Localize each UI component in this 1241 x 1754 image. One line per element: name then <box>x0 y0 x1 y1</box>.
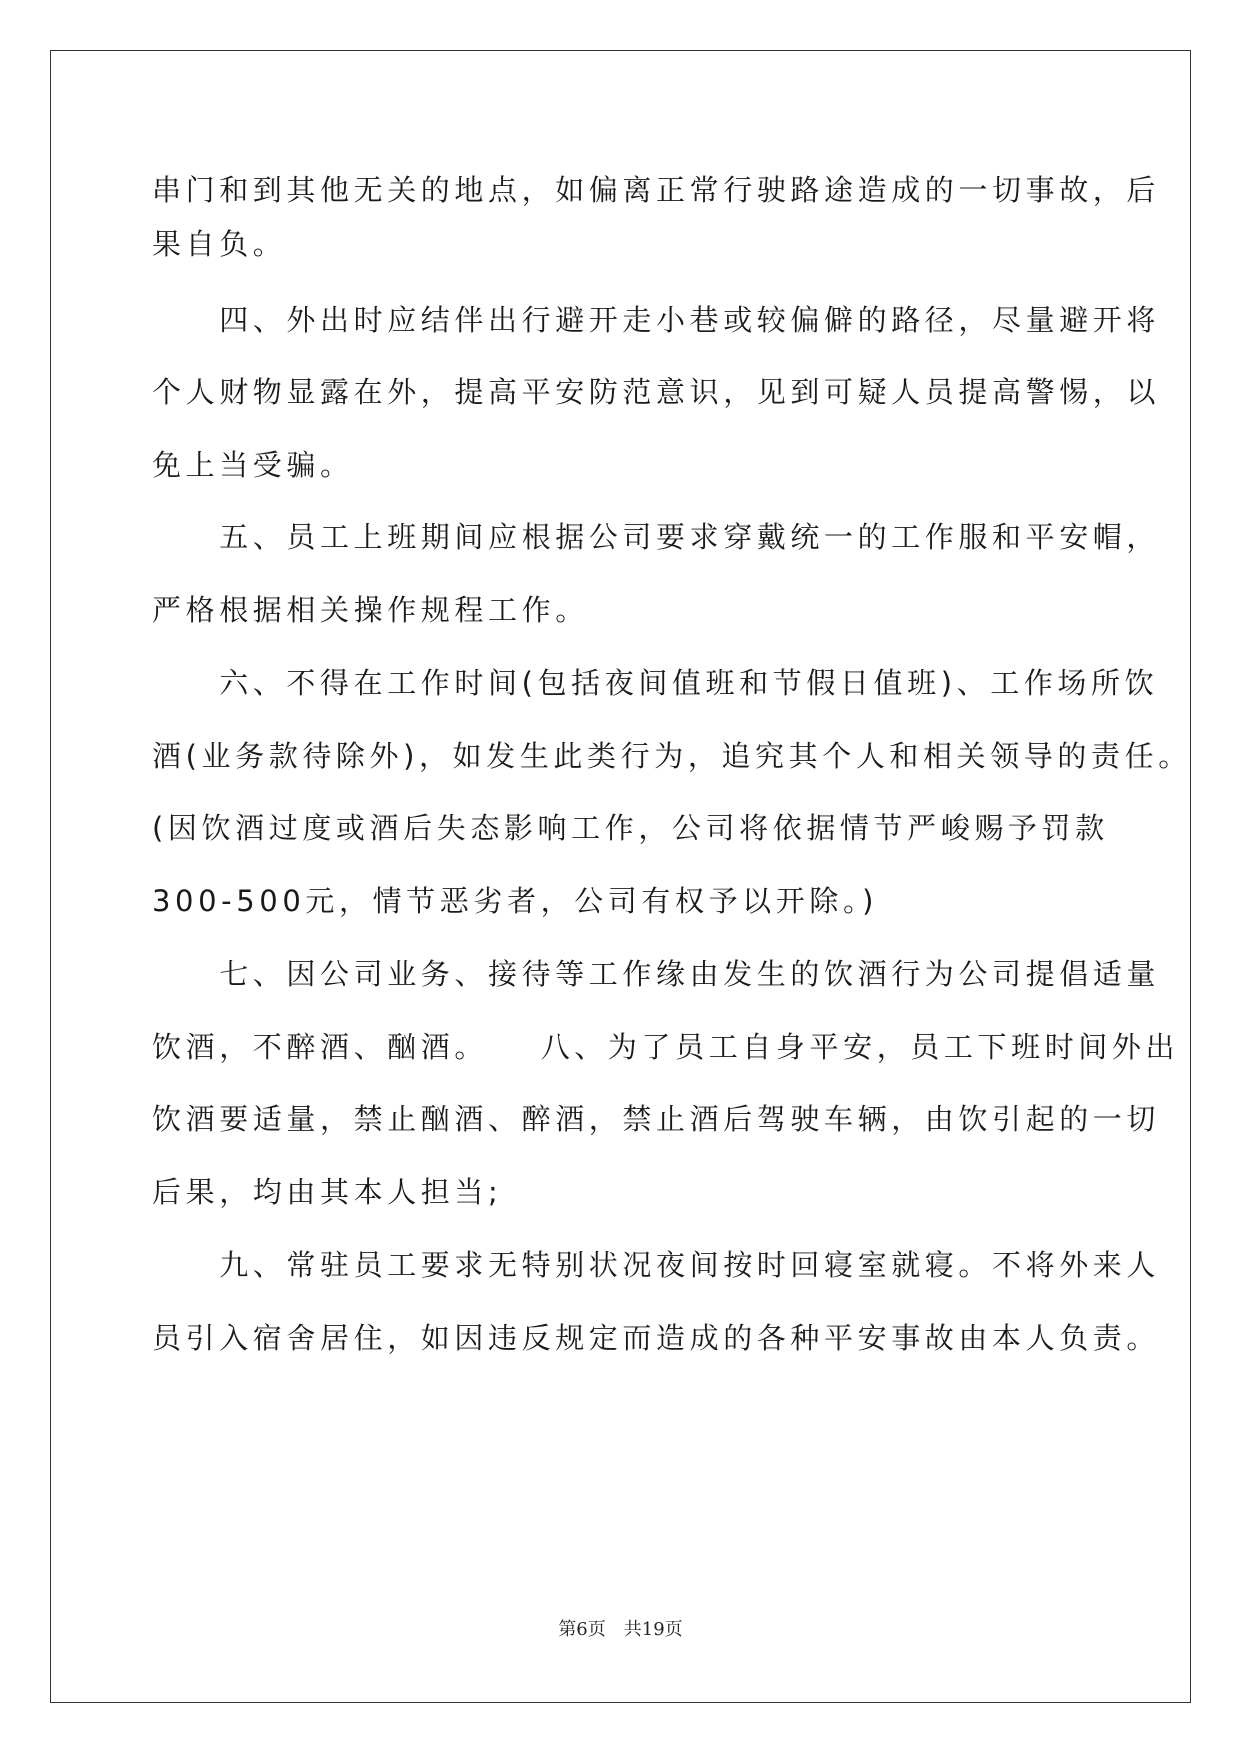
text-line: (因饮酒过度或酒后失态影响工作，公司将依据情节严峻赐予罚款 <box>152 811 1109 845</box>
text-line: 六、不得在工作时间(包括夜间值班和节假日值班)、工作场所饮 <box>152 666 1159 700</box>
text-line: 串门和到其他无关的地点，如偏离正常行驶路途造成的一切事故，后 <box>152 173 1161 207</box>
text-line: 后果，均由其本人担当; <box>152 1175 503 1209</box>
text-line: 饮酒要适量，禁止酗酒、醉酒，禁止酒后驾驶车辆，由饮引起的一切 <box>152 1102 1161 1136</box>
text-line: 酒(业务款待除外)，如发生此类行为，追究其个人和相关领导的责任。 <box>152 739 1192 773</box>
text-line: 七、因公司业务、接待等工作缘由发生的饮酒行为公司提倡适量 <box>152 957 1161 991</box>
text-line: 四、外出时应结伴出行避开走小巷或较偏僻的路径，尽量避开将 <box>152 303 1161 337</box>
text-line: 九、常驻员工要求无特别状况夜间按时回寝室就寝。不将外来人 <box>152 1248 1161 1282</box>
text-line: 免上当受骗。 <box>152 448 354 482</box>
text-line: 个人财物显露在外，提高平安防范意识，见到可疑人员提高警惕，以 <box>152 375 1161 409</box>
text-line: 300-500元，情节恶劣者，公司有权予以开除。) <box>152 884 878 918</box>
text-line: 饮酒，不醉酒、酗酒。 八、为了员工自身平安，员工下班时间外出 <box>152 1030 1180 1064</box>
text-line: 员引入宿舍居住，如因违反规定而造成的各种平安事故由本人负责。 <box>152 1321 1161 1355</box>
text-line: 五、员工上班期间应根据公司要求穿戴统一的工作服和平安帽， <box>152 520 1161 554</box>
text-line: 果自负。 <box>152 227 287 261</box>
text-line: 严格根据相关操作规程工作。 <box>152 593 589 627</box>
page-number: 第6页 共19页 <box>558 1619 683 1640</box>
